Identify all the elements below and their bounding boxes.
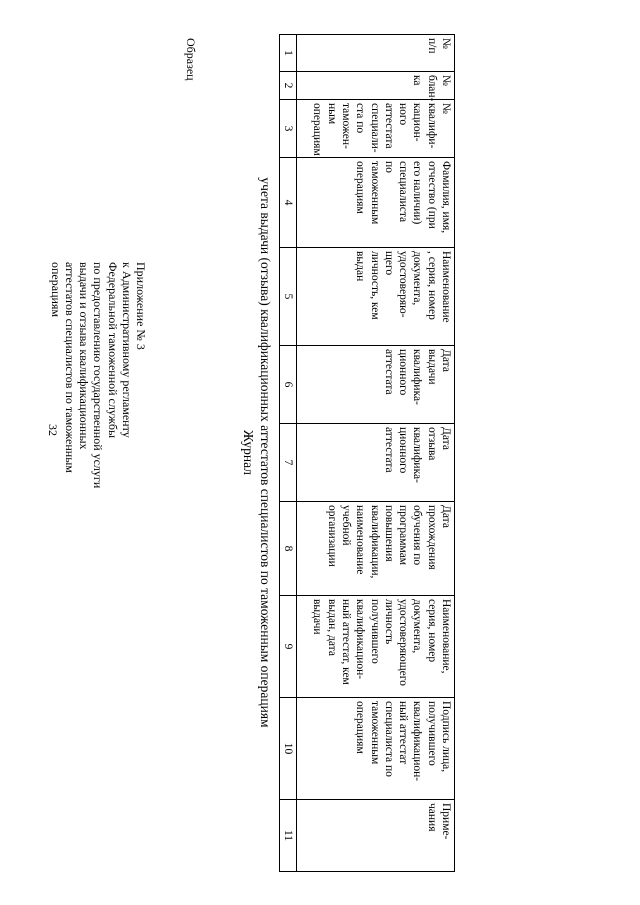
header-line: аттестата [382,103,395,149]
appendix-line: Приложение № 3 [134,262,148,350]
header-line: № [440,75,452,86]
header-line: Дата [440,427,452,450]
header-line: прохождения [425,505,438,570]
journal-subtitle: учета выдачи (отзыва) квалификационных аттестатов специалистов по таможенным операциям [258,177,273,728]
header-line: ционного [397,427,410,474]
column-number: 9 [280,596,297,698]
column-number: 11 [280,800,297,872]
header-line: специалиста по [382,701,395,777]
column-number: 4 [280,158,297,248]
header-line: удостоверяю- [397,251,410,318]
header-row [297,35,455,872]
header-line: кацион- [411,103,424,142]
header-line: повышения [382,505,395,562]
column-number: 8 [280,502,297,596]
column-number: 1 [280,35,297,72]
header-line: ционного [397,349,410,396]
column-number: 7 [280,424,297,502]
header-line: его наличии) [411,161,424,225]
header-cell-6 [297,346,455,424]
header-cell-5 [297,248,455,346]
sample-label: Образец [184,38,198,81]
header-cell-3 [297,100,455,158]
header-line: Фамилия, имя, [440,161,452,234]
header-line: № [440,38,452,49]
header-line: документа, [411,599,424,654]
column-number: 10 [280,698,297,800]
header-cell-8 [297,502,455,596]
header-line: ный аттестат [397,701,410,765]
header-line: личность, кем [368,251,381,320]
appendix-block [49,262,148,567]
journal-title: Журнал [241,429,256,475]
header-line: выдачи [425,349,438,385]
header-line: операциям [354,701,367,754]
header-line: квалифика- [411,427,424,483]
header-cell-1 [297,35,455,72]
header-line: ного [397,103,410,126]
header-line: таможен- [339,103,352,149]
column-number-row [280,35,297,872]
header-cell-7 [297,424,455,502]
header-line: чания [425,803,438,832]
column-number: 5 [280,248,297,346]
header-line: Наименование, [440,599,452,674]
header-line: наименование [354,505,367,575]
header-line: обучения по [411,505,424,566]
header-line: № [440,103,452,114]
header-line: таможенным [368,701,381,765]
header-line: Приме- [440,803,452,840]
header-cell-2 [297,72,455,100]
header-line: Дата [440,349,452,372]
header-line: квалифи- [425,103,438,149]
header-line: Наименование [440,251,452,323]
header-line: блан- [425,75,438,102]
appendix-line: аттестатов специалистов по таможенным [62,262,77,473]
appendix-line: выдачи и отзыва квалификационных [77,262,92,450]
header-line: квалификации, [368,505,381,579]
header-line: аттестата [382,349,395,395]
header-line: операциям [311,103,324,156]
header-line: таможенным [368,161,381,225]
header-line: серия, номер [425,599,438,663]
header-line: по [382,161,395,173]
appendix-line: к Административному регламенту [119,262,134,438]
header-line: п/п [425,38,438,54]
header-line: квалификацион- [411,701,424,782]
header-line: ка [411,75,424,86]
header-line: , серия, номер [425,251,438,320]
header-line: получившего [425,701,438,766]
appendix-line: по предоставлению государственной услуги [91,262,106,489]
column-number: 3 [280,100,297,158]
header-line: специали- [368,103,381,153]
header-line: получившего [368,599,381,664]
header-cell-4 [297,158,455,248]
header-line: документа, [411,251,424,306]
header-cell-10 [297,698,455,800]
appendix-line: операциям [48,262,63,318]
column-number: 6 [280,346,297,424]
header-line: ста по [354,103,367,134]
appendix-line: Федеральной таможенной службы [105,262,120,439]
page-number: 32 [46,424,60,436]
header-line: удостоверяющего [397,599,410,686]
journal-table [279,34,455,872]
header-line: ным [325,103,338,125]
header-line: специалиста [397,161,410,223]
header-line: организации [325,505,338,567]
header-line: отзыва [425,427,438,461]
header-line: квалифика- [411,349,424,405]
header-line: отчество (при [425,161,438,229]
header-line: выдан [354,251,367,282]
header-line: ный аттестат, кем [339,599,352,685]
column-number: 2 [280,72,297,100]
header-cell-11 [297,800,455,872]
header-cell-9 [297,596,455,698]
header-line: квалификацион- [354,599,367,680]
header-line: щего [382,251,395,276]
header-line: аттестата [382,427,395,473]
header-line: программам [397,505,410,566]
header-line: Дата [440,505,452,528]
header-line: выдачи [311,599,324,635]
header-line: операциям [354,161,367,214]
header-line: личность [382,599,395,645]
header-line: выдан, дата [325,599,338,656]
header-line: учебной [339,505,352,546]
header-line: Подпись лица, [440,701,452,773]
